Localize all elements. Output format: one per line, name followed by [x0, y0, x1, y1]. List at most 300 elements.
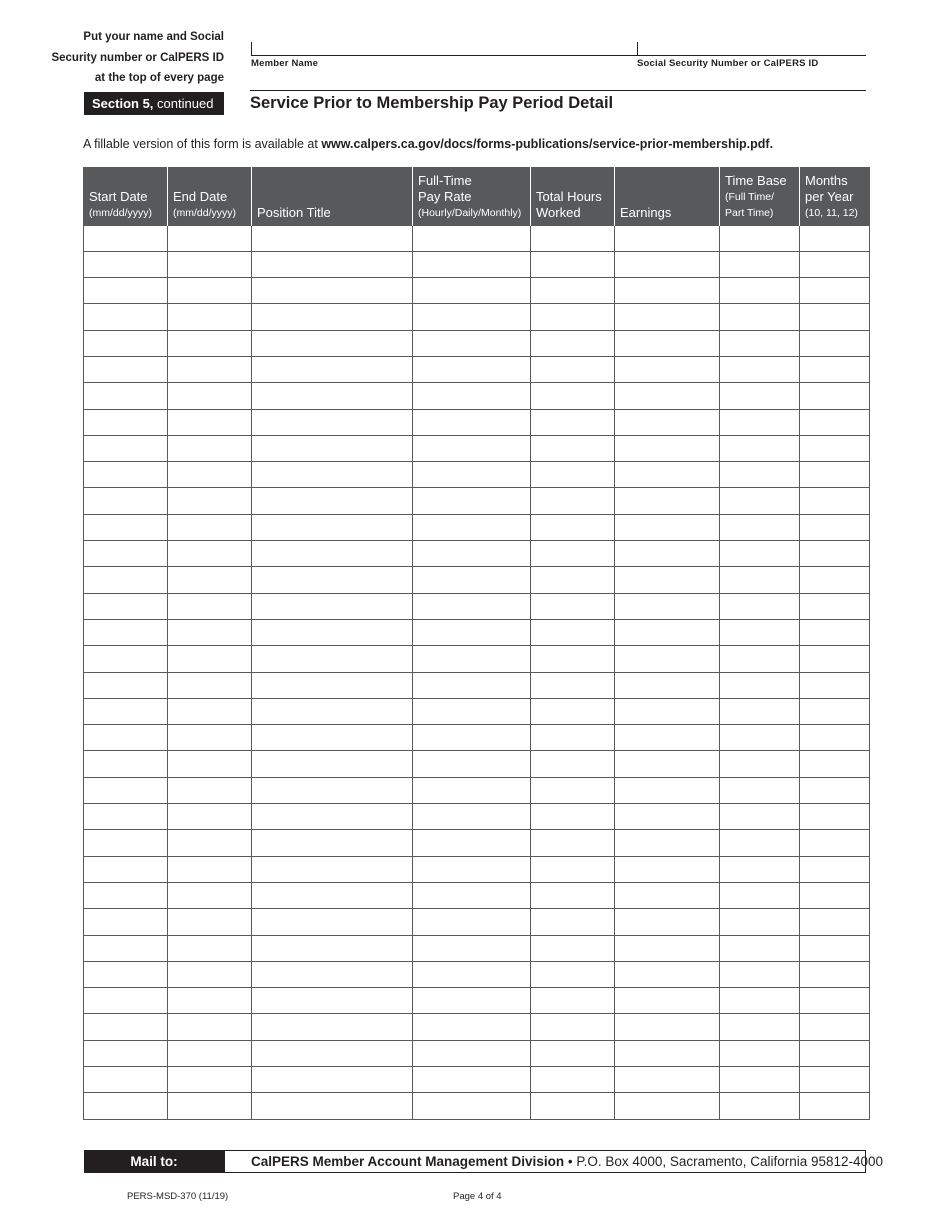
- table-cell[interactable]: [413, 777, 531, 803]
- table-cell[interactable]: [531, 646, 615, 672]
- table-cell[interactable]: [413, 435, 531, 461]
- table-cell[interactable]: [252, 541, 413, 567]
- table-cell[interactable]: [800, 909, 870, 935]
- table-cell[interactable]: [720, 804, 800, 830]
- table-cell[interactable]: [252, 356, 413, 382]
- table-cell[interactable]: [84, 646, 168, 672]
- table-cell[interactable]: [252, 646, 413, 672]
- table-cell[interactable]: [413, 488, 531, 514]
- table-cell[interactable]: [168, 961, 252, 987]
- table-cell[interactable]: [84, 1067, 168, 1093]
- table-cell[interactable]: [413, 830, 531, 856]
- table-cell[interactable]: [252, 1093, 413, 1119]
- table-cell[interactable]: [413, 251, 531, 277]
- table-cell[interactable]: [531, 304, 615, 330]
- table-cell[interactable]: [531, 856, 615, 882]
- table-cell[interactable]: [615, 804, 720, 830]
- table-cell[interactable]: [413, 804, 531, 830]
- table-cell[interactable]: [168, 1067, 252, 1093]
- table-cell[interactable]: [615, 1040, 720, 1066]
- table-cell[interactable]: [720, 593, 800, 619]
- table-cell[interactable]: [252, 935, 413, 961]
- table-cell[interactable]: [413, 882, 531, 908]
- table-cell[interactable]: [168, 909, 252, 935]
- table-cell[interactable]: [84, 961, 168, 987]
- table-cell[interactable]: [84, 514, 168, 540]
- table-cell[interactable]: [720, 856, 800, 882]
- table-cell[interactable]: [615, 698, 720, 724]
- table-cell[interactable]: [531, 409, 615, 435]
- table-cell[interactable]: [168, 935, 252, 961]
- table-cell[interactable]: [615, 541, 720, 567]
- table-cell[interactable]: [252, 961, 413, 987]
- table-cell[interactable]: [84, 356, 168, 382]
- table-cell[interactable]: [531, 1040, 615, 1066]
- table-cell[interactable]: [800, 804, 870, 830]
- table-cell[interactable]: [615, 725, 720, 751]
- table-cell[interactable]: [800, 1067, 870, 1093]
- table-cell[interactable]: [800, 672, 870, 698]
- table-cell[interactable]: [531, 593, 615, 619]
- table-cell[interactable]: [413, 672, 531, 698]
- table-cell[interactable]: [413, 593, 531, 619]
- table-cell[interactable]: [615, 1093, 720, 1119]
- table-cell[interactable]: [84, 777, 168, 803]
- table-cell[interactable]: [531, 514, 615, 540]
- table-cell[interactable]: [252, 251, 413, 277]
- table-cell[interactable]: [531, 330, 615, 356]
- column-header-hint: (mm/dd/yyyy): [89, 206, 152, 219]
- table-cell[interactable]: [84, 541, 168, 567]
- table-cell[interactable]: [168, 462, 252, 488]
- table-row: [84, 435, 870, 461]
- table-cell[interactable]: [84, 304, 168, 330]
- table-cell[interactable]: [168, 435, 252, 461]
- table-cell[interactable]: [531, 725, 615, 751]
- column-header: [720, 167, 800, 225]
- table-cell[interactable]: [252, 514, 413, 540]
- table-row: [84, 698, 870, 724]
- table-cell[interactable]: [413, 462, 531, 488]
- table-cell[interactable]: [531, 435, 615, 461]
- table-row: [84, 935, 870, 961]
- table-cell[interactable]: [168, 856, 252, 882]
- table-row: [84, 777, 870, 803]
- table-cell[interactable]: [615, 935, 720, 961]
- table-cell[interactable]: [720, 304, 800, 330]
- table-cell[interactable]: [84, 882, 168, 908]
- table-cell[interactable]: [84, 278, 168, 304]
- table-cell[interactable]: [413, 383, 531, 409]
- column-header-hint: (10, 11, 12): [805, 206, 858, 219]
- table-cell[interactable]: [720, 225, 800, 251]
- table-cell[interactable]: [168, 646, 252, 672]
- column-header: [168, 167, 252, 225]
- table-cell[interactable]: [615, 961, 720, 987]
- table-cell[interactable]: [531, 619, 615, 645]
- column-header-label: Earnings: [620, 204, 672, 220]
- table-cell[interactable]: [168, 304, 252, 330]
- table-cell[interactable]: [720, 619, 800, 645]
- table-cell[interactable]: [252, 1014, 413, 1040]
- table-cell[interactable]: [252, 567, 413, 593]
- column-header-hint: (mm/dd/yyyy): [173, 206, 236, 219]
- table-cell[interactable]: [168, 882, 252, 908]
- table-cell[interactable]: [800, 409, 870, 435]
- table-cell[interactable]: [720, 541, 800, 567]
- table-cell[interactable]: [720, 462, 800, 488]
- table-cell[interactable]: [168, 409, 252, 435]
- table-cell[interactable]: [720, 1093, 800, 1119]
- table-cell[interactable]: [84, 725, 168, 751]
- table-cell[interactable]: [84, 567, 168, 593]
- table-cell[interactable]: [168, 1014, 252, 1040]
- table-cell[interactable]: [720, 435, 800, 461]
- table-cell[interactable]: [800, 646, 870, 672]
- table-cell[interactable]: [531, 383, 615, 409]
- table-cell[interactable]: [413, 751, 531, 777]
- table-row: [84, 988, 870, 1014]
- table-cell[interactable]: [800, 988, 870, 1014]
- table-cell[interactable]: [84, 462, 168, 488]
- table-cell[interactable]: [252, 882, 413, 908]
- table-cell[interactable]: [720, 567, 800, 593]
- table-cell[interactable]: [615, 383, 720, 409]
- table-cell[interactable]: [531, 1093, 615, 1119]
- table-cell[interactable]: [531, 935, 615, 961]
- table-cell[interactable]: [800, 725, 870, 751]
- table-cell[interactable]: [720, 882, 800, 908]
- table-cell[interactable]: [413, 961, 531, 987]
- table-cell[interactable]: [84, 672, 168, 698]
- column-header: [413, 167, 531, 225]
- table-cell[interactable]: [84, 330, 168, 356]
- table-cell[interactable]: [168, 804, 252, 830]
- table-cell[interactable]: [84, 909, 168, 935]
- table-cell[interactable]: [800, 619, 870, 645]
- table-cell[interactable]: [252, 804, 413, 830]
- page-number: Page 4 of 4: [453, 1191, 502, 1202]
- table-row: [84, 462, 870, 488]
- table-cell[interactable]: [413, 541, 531, 567]
- table-cell[interactable]: [531, 777, 615, 803]
- table-cell[interactable]: [531, 672, 615, 698]
- table-cell[interactable]: [413, 514, 531, 540]
- table-cell[interactable]: [720, 383, 800, 409]
- table-cell[interactable]: [84, 804, 168, 830]
- table-cell[interactable]: [413, 304, 531, 330]
- table-cell[interactable]: [800, 1093, 870, 1119]
- table-cell[interactable]: [720, 1014, 800, 1040]
- section-continued: continued: [157, 96, 214, 111]
- table-cell[interactable]: [413, 1067, 531, 1093]
- table-cell[interactable]: [800, 251, 870, 277]
- table-cell[interactable]: [252, 409, 413, 435]
- table-cell[interactable]: [615, 751, 720, 777]
- table-cell[interactable]: [800, 593, 870, 619]
- table-cell[interactable]: [84, 698, 168, 724]
- table-cell[interactable]: [800, 751, 870, 777]
- table-cell[interactable]: [800, 567, 870, 593]
- member-name-field[interactable]: [251, 55, 637, 56]
- table-cell[interactable]: [168, 356, 252, 382]
- table-cell[interactable]: [720, 251, 800, 277]
- table-cell[interactable]: [252, 1040, 413, 1066]
- table-cell[interactable]: [531, 567, 615, 593]
- table-cell[interactable]: [168, 751, 252, 777]
- table-cell[interactable]: [615, 619, 720, 645]
- table-cell[interactable]: [168, 698, 252, 724]
- table-cell[interactable]: [168, 567, 252, 593]
- table-cell[interactable]: [800, 462, 870, 488]
- table-cell[interactable]: [720, 698, 800, 724]
- table-cell[interactable]: [84, 856, 168, 882]
- table-cell[interactable]: [800, 777, 870, 803]
- table-cell[interactable]: [168, 383, 252, 409]
- table-cell[interactable]: [252, 909, 413, 935]
- table-row: [84, 830, 870, 856]
- table-cell[interactable]: [615, 278, 720, 304]
- table-cell[interactable]: [168, 330, 252, 356]
- ssn-field[interactable]: [637, 55, 866, 56]
- table-cell[interactable]: [720, 356, 800, 382]
- table-cell[interactable]: [615, 409, 720, 435]
- table-cell[interactable]: [531, 961, 615, 987]
- table-cell[interactable]: [615, 435, 720, 461]
- table-cell[interactable]: [168, 514, 252, 540]
- table-cell[interactable]: [615, 251, 720, 277]
- table-cell[interactable]: [168, 988, 252, 1014]
- table-cell[interactable]: [531, 356, 615, 382]
- table-cell[interactable]: [168, 1093, 252, 1119]
- table-cell[interactable]: [168, 541, 252, 567]
- table-cell[interactable]: [531, 751, 615, 777]
- table-cell[interactable]: [720, 330, 800, 356]
- table-cell[interactable]: [252, 593, 413, 619]
- table-cell[interactable]: [252, 856, 413, 882]
- table-cell[interactable]: [615, 777, 720, 803]
- table-cell[interactable]: [413, 409, 531, 435]
- table-cell[interactable]: [413, 330, 531, 356]
- table-cell[interactable]: [413, 698, 531, 724]
- table-cell[interactable]: [84, 1040, 168, 1066]
- mail-separator: •: [567, 1154, 573, 1169]
- table-cell[interactable]: [84, 619, 168, 645]
- table-cell[interactable]: [720, 672, 800, 698]
- mail-to-label: Mail to:: [84, 1150, 224, 1173]
- table-cell[interactable]: [531, 541, 615, 567]
- table-cell[interactable]: [615, 356, 720, 382]
- table-cell[interactable]: [800, 225, 870, 251]
- table-cell[interactable]: [531, 882, 615, 908]
- table-cell[interactable]: [252, 698, 413, 724]
- table-cell[interactable]: [720, 278, 800, 304]
- table-cell[interactable]: [615, 882, 720, 908]
- table-cell[interactable]: [168, 278, 252, 304]
- table-cell[interactable]: [252, 751, 413, 777]
- table-cell[interactable]: [413, 1014, 531, 1040]
- table-cell[interactable]: [615, 462, 720, 488]
- table-cell[interactable]: [720, 961, 800, 987]
- table-cell[interactable]: [615, 593, 720, 619]
- table-cell[interactable]: [252, 488, 413, 514]
- table-cell[interactable]: [531, 698, 615, 724]
- table-cell[interactable]: [800, 435, 870, 461]
- table-cell[interactable]: [168, 593, 252, 619]
- table-cell[interactable]: [168, 488, 252, 514]
- table-body: [84, 225, 870, 1119]
- table-cell[interactable]: [800, 1014, 870, 1040]
- table-cell[interactable]: [84, 1014, 168, 1040]
- table-row: [84, 356, 870, 382]
- table-cell[interactable]: [413, 1040, 531, 1066]
- table-row: [84, 856, 870, 882]
- table-cell[interactable]: [168, 225, 252, 251]
- table-cell[interactable]: [531, 488, 615, 514]
- table-cell[interactable]: [252, 988, 413, 1014]
- table-cell[interactable]: [800, 488, 870, 514]
- table-cell[interactable]: [168, 619, 252, 645]
- table-cell[interactable]: [720, 935, 800, 961]
- table-cell[interactable]: [615, 646, 720, 672]
- table-cell[interactable]: [800, 698, 870, 724]
- table-cell[interactable]: [800, 278, 870, 304]
- table-cell[interactable]: [531, 909, 615, 935]
- table-cell[interactable]: [84, 593, 168, 619]
- fillable-form-link[interactable]: www.calpers.ca.gov/docs/forms-publications/service-prior-membership.pdf.: [321, 137, 774, 151]
- fillable-note-text: A fillable version of this form is available at: [83, 137, 318, 151]
- table-cell[interactable]: [800, 514, 870, 540]
- table-cell[interactable]: [720, 830, 800, 856]
- table-cell[interactable]: [252, 619, 413, 645]
- table-cell[interactable]: [531, 1067, 615, 1093]
- table-cell[interactable]: [413, 988, 531, 1014]
- table-cell[interactable]: [252, 830, 413, 856]
- table-cell[interactable]: [531, 988, 615, 1014]
- table-cell[interactable]: [615, 830, 720, 856]
- table-cell[interactable]: [720, 751, 800, 777]
- table-cell[interactable]: [800, 882, 870, 908]
- table-cell[interactable]: [800, 541, 870, 567]
- table-cell[interactable]: [720, 409, 800, 435]
- table-cell[interactable]: [252, 1067, 413, 1093]
- table-cell[interactable]: [413, 856, 531, 882]
- table-cell[interactable]: [84, 251, 168, 277]
- table-cell[interactable]: [413, 646, 531, 672]
- section-number: Section 5,: [92, 96, 154, 111]
- table-cell[interactable]: [800, 1040, 870, 1066]
- table-cell[interactable]: [531, 1014, 615, 1040]
- table-cell[interactable]: [84, 751, 168, 777]
- table-cell[interactable]: [720, 988, 800, 1014]
- table-cell[interactable]: [800, 856, 870, 882]
- table-cell[interactable]: [252, 672, 413, 698]
- table-cell[interactable]: [168, 777, 252, 803]
- table-cell[interactable]: [615, 1014, 720, 1040]
- table-cell[interactable]: [84, 1093, 168, 1119]
- table-cell[interactable]: [615, 225, 720, 251]
- table-cell[interactable]: [252, 725, 413, 751]
- table-cell[interactable]: [615, 330, 720, 356]
- table-cell[interactable]: [252, 278, 413, 304]
- table-cell[interactable]: [84, 488, 168, 514]
- table-cell[interactable]: [531, 830, 615, 856]
- table-cell[interactable]: [615, 856, 720, 882]
- table-cell[interactable]: [615, 488, 720, 514]
- table-cell[interactable]: [413, 278, 531, 304]
- table-cell[interactable]: [720, 514, 800, 540]
- table-cell[interactable]: [252, 304, 413, 330]
- table-cell[interactable]: [615, 672, 720, 698]
- table-cell[interactable]: [84, 409, 168, 435]
- table-cell[interactable]: [252, 383, 413, 409]
- table-cell[interactable]: [252, 435, 413, 461]
- table-cell[interactable]: [615, 1067, 720, 1093]
- ssn-label: Social Security Number or CalPERS ID: [637, 58, 819, 69]
- table-cell[interactable]: [84, 383, 168, 409]
- table-cell[interactable]: [720, 1067, 800, 1093]
- table-cell[interactable]: [720, 909, 800, 935]
- table-cell[interactable]: [413, 619, 531, 645]
- table-cell[interactable]: [615, 988, 720, 1014]
- table-cell[interactable]: [413, 225, 531, 251]
- table-cell[interactable]: [84, 935, 168, 961]
- table-cell[interactable]: [413, 567, 531, 593]
- table-cell[interactable]: [800, 935, 870, 961]
- table-cell[interactable]: [531, 462, 615, 488]
- table-cell[interactable]: [720, 1040, 800, 1066]
- table-cell[interactable]: [615, 304, 720, 330]
- table-cell[interactable]: [720, 488, 800, 514]
- table-cell[interactable]: [84, 435, 168, 461]
- table-cell[interactable]: [84, 225, 168, 251]
- table-cell[interactable]: [413, 909, 531, 935]
- table-cell[interactable]: [168, 672, 252, 698]
- table-cell[interactable]: [720, 646, 800, 672]
- table-cell[interactable]: [84, 988, 168, 1014]
- table-cell[interactable]: [720, 725, 800, 751]
- table-cell[interactable]: [413, 356, 531, 382]
- table-cell[interactable]: [800, 830, 870, 856]
- table-cell[interactable]: [252, 462, 413, 488]
- table-cell[interactable]: [168, 1040, 252, 1066]
- table-cell[interactable]: [615, 909, 720, 935]
- table-cell[interactable]: [413, 1093, 531, 1119]
- table-cell[interactable]: [531, 225, 615, 251]
- table-cell[interactable]: [720, 777, 800, 803]
- table-cell[interactable]: [413, 725, 531, 751]
- table-cell[interactable]: [800, 304, 870, 330]
- table-cell[interactable]: [413, 935, 531, 961]
- table-cell[interactable]: [615, 514, 720, 540]
- table-cell[interactable]: [168, 251, 252, 277]
- table-cell[interactable]: [531, 804, 615, 830]
- table-cell[interactable]: [800, 330, 870, 356]
- table-cell[interactable]: [800, 383, 870, 409]
- table-cell[interactable]: [800, 356, 870, 382]
- table-cell[interactable]: [168, 830, 252, 856]
- table-cell[interactable]: [252, 330, 413, 356]
- table-cell[interactable]: [252, 225, 413, 251]
- table-row: [84, 488, 870, 514]
- table-cell[interactable]: [800, 961, 870, 987]
- table-cell[interactable]: [84, 830, 168, 856]
- table-cell[interactable]: [531, 278, 615, 304]
- table-cell[interactable]: [252, 777, 413, 803]
- table-cell[interactable]: [531, 251, 615, 277]
- table-cell[interactable]: [615, 567, 720, 593]
- table-cell[interactable]: [168, 725, 252, 751]
